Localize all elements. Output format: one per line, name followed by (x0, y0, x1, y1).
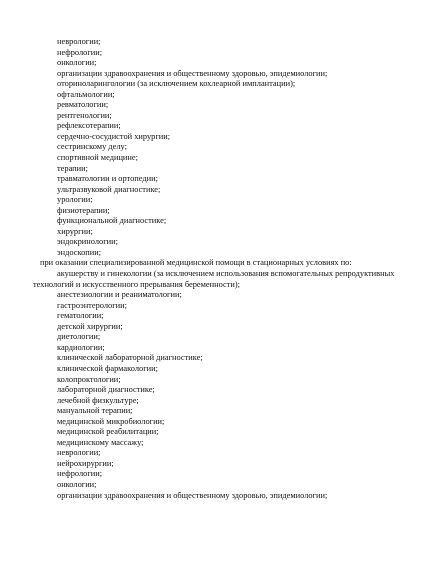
list-item: диетологии; (57, 332, 101, 342)
list-item: травматологии и ортопедии; (57, 174, 158, 184)
list-item: рефлексотерапии; (57, 121, 121, 131)
list-item: гематологии; (57, 311, 104, 321)
list-item: кардиологии; (57, 342, 105, 352)
list-item: офтальмологии; (57, 89, 115, 99)
list-item: физиотерапии; (57, 205, 110, 215)
list-item: медицинской микробиологии; (57, 416, 165, 426)
list-item: хирургии; (57, 226, 93, 236)
list-item: клинической фармакологии; (57, 363, 158, 373)
list-item: нефрологии; (57, 469, 103, 479)
list-item: медицинской реабилитации; (57, 427, 159, 437)
list-item: анестезиологии и реаниматологии; (57, 290, 182, 300)
list-item: функциональной диагностике; (57, 216, 167, 226)
service-list-inpatient (0, 290, 430, 501)
list-item: эндоскопии; (57, 247, 102, 257)
list-item: неврологии; (57, 448, 101, 458)
list-item: организации здравоохранения и общественному здоровью, эпидемиологии; (57, 68, 328, 78)
list-item: рентгенологии; (57, 110, 112, 120)
list-item: спортивной медицине; (57, 153, 138, 163)
list-item: нефрологии; (57, 47, 103, 57)
list-item: лечебной физкультуре; (57, 395, 139, 405)
service-list-outpatient (0, 37, 430, 258)
list-item-continuation: технологий и искусственного прерывания беременности); (33, 279, 240, 289)
list-item: нейрохирургии; (57, 458, 114, 468)
list-item: ультразвуковой диагностике; (57, 184, 161, 194)
list-item: акушерству и гинекологии (за исключением использования вспомогательных репродуктивных (57, 269, 395, 279)
list-item: медицинскому массажу; (57, 437, 144, 447)
list-item: колопроктологии; (57, 374, 121, 384)
list-item: онкологии; (57, 479, 97, 489)
list-item: терапии; (57, 163, 88, 173)
list-item: организации здравоохранения и общественному здоровью, эпидемиологии; (57, 490, 328, 500)
list-item: ревматологии; (57, 100, 109, 110)
list-item: онкологии; (57, 58, 97, 68)
list-item: лабораторной диагностике; (57, 385, 155, 395)
document-body (0, 37, 430, 501)
list-item: мануальной терапии; (57, 406, 133, 416)
list-item: неврологии; (57, 37, 101, 46)
list-item: гастроэнтерологии; (57, 300, 127, 310)
section-heading: при оказании специализированной медицинской помощи в стационарных условиях по: (40, 258, 352, 268)
list-item: детской хирургии; (57, 321, 123, 331)
list-item: сестринскому делу; (57, 142, 127, 152)
list-item: клинической лабораторной диагностике; (57, 353, 203, 363)
list-item: оториноларингологии (за исключением кохлеарной имплантации); (57, 79, 296, 89)
list-item: эндокринологии; (57, 237, 118, 247)
list-item: сердечно-сосудистой хирургии; (57, 131, 171, 141)
list-item: урологии; (57, 195, 93, 205)
